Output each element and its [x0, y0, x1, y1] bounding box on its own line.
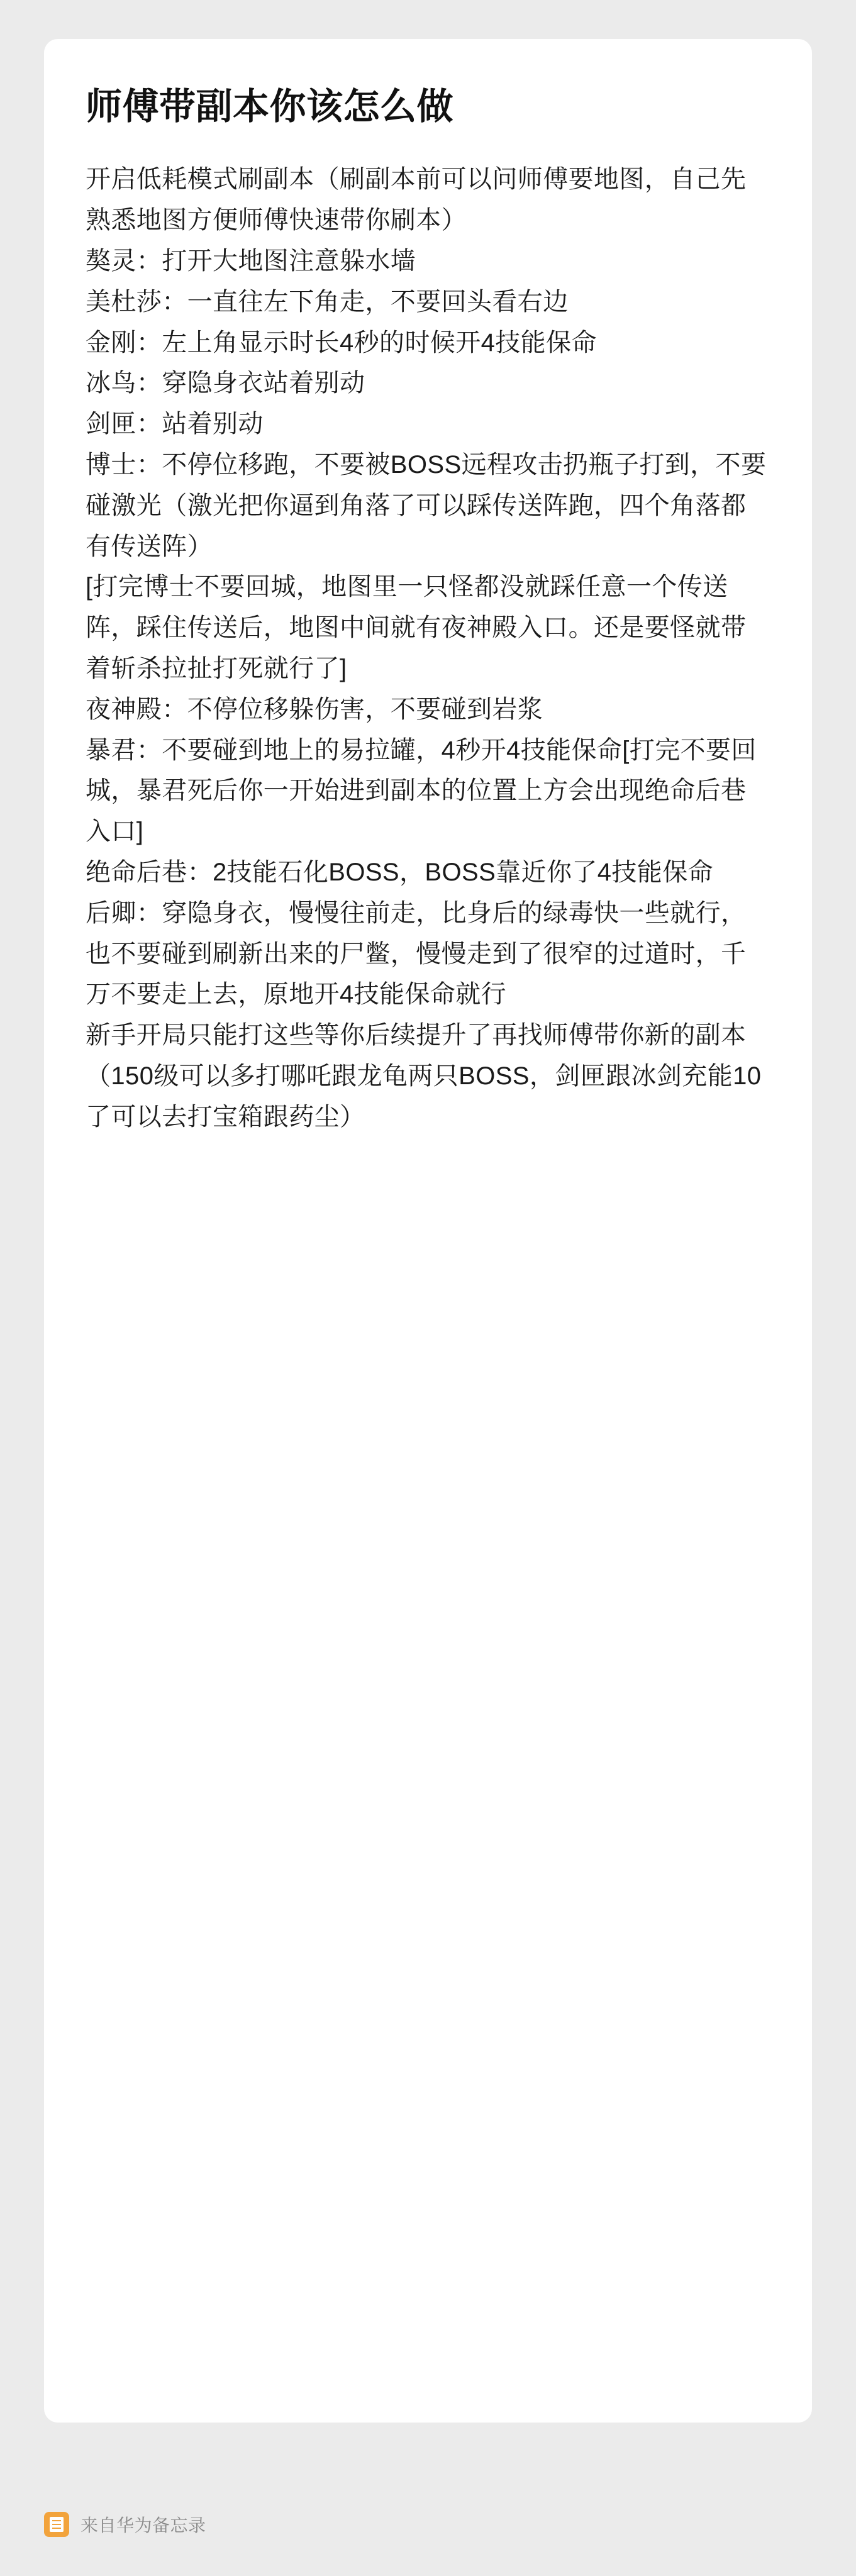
note-paragraph: 美杜莎：一直往左下角走，不要回头看右边 — [86, 287, 569, 316]
note-paragraph: 新手开局只能打这些等你后续提升了再找师傅带你新的副本（150级可以多打哪吒跟龙龟两只BOSS，剑匣跟冰剑充能10了可以去打宝箱跟药尘） — [86, 1021, 762, 1131]
note-paragraph: 暴君：不要碰到地上的易拉罐，4秒开4技能保命[打完不要回城，暴君死后你一开始进到副本的位置上方会出现绝命后巷入口] — [86, 736, 757, 846]
note-card — [44, 39, 812, 2423]
note-paragraph: 冰鸟：穿隐身衣站着别动 — [86, 369, 365, 397]
note-paragraph: 剑匣：站着别动 — [86, 410, 264, 438]
note-paragraph: 金刚：左上角显示时长4秒的时候开4技能保命 — [86, 328, 597, 357]
note-paragraph: [打完博士不要回城，地图里一只怪都没就踩任意一个传送阵，踩住传送后，地图中间就有夜神殿入口。还是要怪就带着斩杀拉扯打死就行了] — [86, 573, 747, 682]
note-paragraph: 开启低耗模式刷副本（刷副本前可以问师傅要地图，自己先熟悉地图方便师傅快速带你刷本） — [86, 165, 747, 235]
notepad-icon — [44, 2512, 69, 2537]
note-source-label: 来自华为备忘录 — [81, 2516, 206, 2535]
note-paragraph: 博士：不停位移跑，不要被BOSS远程攻击扔瓶子打到，不要碰激光（激光把你逼到角落了可以踩传送阵跑，四个角落都有传送阵） — [86, 450, 767, 560]
note-paragraph: 獒灵：打开大地图注意躲水墙 — [86, 247, 416, 275]
note-paragraph: 后卿：穿隐身衣，慢慢往前走，比身后的绿毒快一些就行，也不要碰到刷新出来的尸鳖，慢慢走到了很窄的过道时，千万不要走上去，原地开4技能保命就行 — [86, 899, 747, 1009]
note-paragraph: 夜神殿：不停位移躲伤害，不要碰到岩浆 — [86, 695, 543, 723]
page-title: 师傅带副本你该怎么做 — [86, 86, 454, 127]
note-paragraph: 绝命后巷：2技能石化BOSS，BOSS靠近你了4技能保命 — [86, 858, 713, 886]
note-source-footer — [44, 2501, 812, 2548]
